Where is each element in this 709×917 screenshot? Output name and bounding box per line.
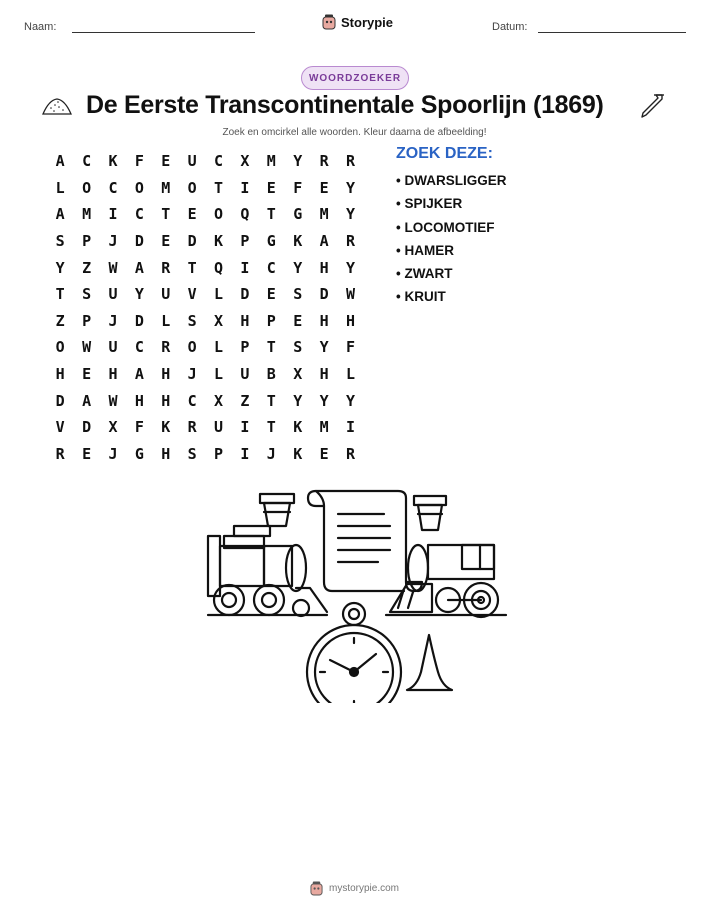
grid-cell[interactable]: S bbox=[187, 444, 197, 463]
grid-cell[interactable]: I bbox=[240, 418, 250, 437]
grid-cell[interactable]: X bbox=[214, 311, 224, 330]
word-list bbox=[396, 172, 506, 312]
grid-cell[interactable]: R bbox=[345, 444, 355, 463]
grid-cell[interactable]: T bbox=[266, 205, 276, 224]
grid-cell[interactable]: Y bbox=[319, 391, 329, 410]
locomotive-left bbox=[208, 494, 327, 616]
grid-cell[interactable]: F bbox=[345, 338, 355, 357]
grid-cell[interactable]: J bbox=[266, 444, 276, 463]
grid-cell[interactable]: J bbox=[108, 444, 118, 463]
grid-cell[interactable]: P bbox=[82, 232, 92, 251]
word-item: • DWARSLIGGER bbox=[396, 173, 507, 188]
worksheet-type-badge: WOORDZOEKER bbox=[301, 66, 409, 90]
grid-cell[interactable]: E bbox=[266, 285, 276, 304]
grid-cell[interactable]: E bbox=[319, 178, 329, 197]
grid-cell[interactable]: L bbox=[214, 285, 224, 304]
grid-cell[interactable]: A bbox=[319, 232, 329, 251]
grid-cell[interactable]: C bbox=[187, 391, 197, 410]
grid-cell[interactable]: G bbox=[293, 205, 303, 224]
grid-cell[interactable]: S bbox=[293, 285, 303, 304]
grid-cell[interactable]: K bbox=[293, 418, 303, 437]
grid-cell[interactable]: R bbox=[161, 258, 171, 277]
grid-cell[interactable]: Y bbox=[293, 391, 303, 410]
grid-cell[interactable]: L bbox=[161, 311, 171, 330]
grid-cell[interactable]: C bbox=[134, 338, 144, 357]
word-item: • KRUIT bbox=[396, 289, 446, 305]
grid-cell[interactable]: E bbox=[187, 205, 197, 224]
grid-cell[interactable]: R bbox=[187, 418, 197, 437]
grid-cell[interactable]: T bbox=[55, 285, 65, 304]
grid-cell[interactable]: Q bbox=[214, 258, 224, 277]
grid-cell[interactable]: X bbox=[293, 365, 303, 384]
grid-cell[interactable]: U bbox=[187, 152, 197, 171]
grid-cell[interactable]: R bbox=[55, 444, 65, 463]
grid-cell[interactable]: D bbox=[82, 418, 92, 437]
grid-cell[interactable]: G bbox=[134, 444, 144, 463]
grid-cell[interactable]: O bbox=[187, 178, 197, 197]
grid-cell[interactable]: E bbox=[82, 444, 92, 463]
grid-cell[interactable]: I bbox=[345, 418, 355, 437]
grid-cell[interactable]: J bbox=[108, 311, 118, 330]
grid-cell[interactable]: A bbox=[134, 258, 144, 277]
grid-cell[interactable]: P bbox=[82, 311, 92, 330]
grid-cell[interactable]: C bbox=[266, 258, 276, 277]
grid-cell[interactable]: T bbox=[187, 258, 197, 277]
grid-cell[interactable]: C bbox=[214, 152, 224, 171]
grid-cell[interactable]: L bbox=[345, 365, 355, 384]
grid-cell[interactable]: H bbox=[134, 391, 144, 410]
grid-cell[interactable]: Y bbox=[345, 205, 355, 224]
grid-cell[interactable]: R bbox=[161, 338, 171, 357]
word-item: • HAMER bbox=[396, 242, 454, 258]
grid-cell[interactable]: T bbox=[266, 391, 276, 410]
brand-name: Storypie bbox=[341, 14, 394, 30]
brand-logo bbox=[322, 14, 393, 30]
grid-cell[interactable]: T bbox=[214, 178, 224, 197]
date-line[interactable] bbox=[538, 32, 686, 33]
storypie-logo-icon bbox=[322, 14, 336, 30]
grid-cell[interactable]: O bbox=[55, 338, 65, 357]
grid-cell[interactable]: Y bbox=[345, 258, 355, 277]
grid-cell[interactable]: U bbox=[108, 285, 118, 304]
grid-cell[interactable]: D bbox=[134, 311, 144, 330]
grid-cell[interactable]: I bbox=[240, 444, 250, 463]
grid-cell[interactable]: K bbox=[293, 444, 303, 463]
grid-cell[interactable]: X bbox=[214, 391, 224, 410]
grid-cell[interactable]: Y bbox=[55, 258, 65, 277]
grid-cell[interactable]: K bbox=[108, 152, 118, 171]
grid-cell[interactable]: K bbox=[161, 418, 171, 437]
grid-cell[interactable]: V bbox=[187, 285, 197, 304]
word-item: • SPIJKER bbox=[396, 196, 463, 212]
grid-cell[interactable]: O bbox=[82, 178, 92, 197]
word-item: • ZWART bbox=[396, 266, 453, 282]
grid-cell[interactable]: S bbox=[293, 338, 303, 357]
grid-cell[interactable]: E bbox=[161, 232, 171, 251]
grid-cell[interactable]: I bbox=[240, 258, 250, 277]
coloring-illustration[interactable] bbox=[200, 488, 515, 703]
grid-cell[interactable]: O bbox=[187, 338, 197, 357]
grid-cell[interactable]: L bbox=[214, 338, 224, 357]
grid-cell[interactable]: W bbox=[108, 258, 118, 277]
grid-cell[interactable]: A bbox=[55, 152, 65, 171]
grid-cell[interactable]: M bbox=[161, 178, 171, 197]
grid-cell[interactable]: K bbox=[214, 232, 224, 251]
word-item: • LOCOMOTIEF bbox=[396, 219, 495, 235]
grid-cell[interactable]: E bbox=[319, 444, 329, 463]
gravel-pile-icon bbox=[41, 96, 73, 116]
grid-cell[interactable]: Y bbox=[134, 285, 144, 304]
word-search-grid[interactable] bbox=[47, 148, 364, 467]
grid-cell[interactable]: H bbox=[319, 311, 329, 330]
grid-cell[interactable]: D bbox=[240, 285, 250, 304]
date-label: Datum: bbox=[492, 21, 528, 33]
black-powder-pile bbox=[407, 635, 452, 690]
grid-cell[interactable]: H bbox=[319, 365, 329, 384]
grid-cell[interactable]: H bbox=[108, 365, 118, 384]
grid-cell[interactable]: L bbox=[214, 365, 224, 384]
locomotive-right bbox=[386, 496, 506, 617]
grid-cell[interactable]: E bbox=[82, 365, 92, 384]
grid-cell[interactable]: S bbox=[55, 232, 65, 251]
grid-cell[interactable]: E bbox=[266, 178, 276, 197]
grid-cell[interactable]: F bbox=[293, 178, 303, 197]
pocket-watch bbox=[307, 603, 401, 703]
grid-cell[interactable]: H bbox=[345, 311, 355, 330]
grid-cell[interactable]: M bbox=[82, 205, 92, 224]
grid-cell[interactable]: H bbox=[161, 391, 171, 410]
grid-cell[interactable]: I bbox=[240, 178, 250, 197]
grid-cell[interactable]: X bbox=[108, 418, 118, 437]
grid-cell[interactable]: C bbox=[82, 152, 92, 171]
grid-cell[interactable]: P bbox=[266, 311, 276, 330]
grid-cell[interactable]: M bbox=[319, 418, 329, 437]
name-label: Naam: bbox=[24, 21, 57, 33]
instructions: Zoek en omcirkel alle woorden. Kleur daarna de afbeelding! bbox=[222, 127, 487, 138]
grid-cell[interactable]: C bbox=[134, 205, 144, 224]
grid-cell[interactable]: R bbox=[345, 232, 355, 251]
storypie-logo-icon bbox=[310, 881, 323, 896]
name-line[interactable] bbox=[72, 32, 255, 33]
grid-cell[interactable]: H bbox=[319, 258, 329, 277]
grid-cell[interactable]: W bbox=[345, 285, 355, 304]
grid-cell[interactable]: Y bbox=[345, 391, 355, 410]
grid-cell[interactable]: G bbox=[266, 232, 276, 251]
grid-cell[interactable]: E bbox=[293, 311, 303, 330]
grid-cell[interactable]: A bbox=[82, 391, 92, 410]
grid-cell[interactable]: U bbox=[214, 418, 224, 437]
footer bbox=[0, 881, 709, 896]
railroad-spike-icon bbox=[636, 91, 666, 121]
grid-cell[interactable]: Y bbox=[319, 338, 329, 357]
grid-cell[interactable]: H bbox=[161, 365, 171, 384]
word-list-title: ZOEK DEZE: bbox=[396, 145, 493, 162]
grid-cell[interactable]: P bbox=[240, 232, 250, 251]
grid-cell[interactable]: J bbox=[108, 232, 118, 251]
grid-cell[interactable]: W bbox=[82, 338, 92, 357]
grid-cell[interactable]: P bbox=[214, 444, 224, 463]
grid-cell[interactable]: R bbox=[319, 152, 329, 171]
grid-cell[interactable]: K bbox=[293, 232, 303, 251]
grid-cell[interactable]: E bbox=[161, 152, 171, 171]
grid-cell[interactable]: O bbox=[214, 205, 224, 224]
grid-cell[interactable]: Y bbox=[345, 178, 355, 197]
grid-cell[interactable]: F bbox=[134, 152, 144, 171]
grid-cell[interactable]: F bbox=[134, 418, 144, 437]
grid-cell[interactable]: L bbox=[55, 178, 65, 197]
page-title: De Eerste Transcontinentale Spoorlijn (1869) bbox=[86, 91, 604, 119]
grid-cell[interactable]: W bbox=[108, 391, 118, 410]
grid-cell[interactable]: P bbox=[240, 338, 250, 357]
grid-cell[interactable]: Y bbox=[293, 258, 303, 277]
grid-cell[interactable]: Y bbox=[293, 152, 303, 171]
grid-cell[interactable]: J bbox=[187, 365, 197, 384]
footer-url[interactable]: mystorypie.com bbox=[328, 883, 399, 894]
grid-cell[interactable]: T bbox=[266, 338, 276, 357]
grid-cell[interactable]: B bbox=[266, 365, 276, 384]
grid-cell[interactable]: A bbox=[134, 365, 144, 384]
grid-cell[interactable]: Z bbox=[55, 311, 65, 330]
grid-cell[interactable]: M bbox=[266, 152, 276, 171]
grid-cell[interactable]: D bbox=[319, 285, 329, 304]
grid-cell[interactable]: A bbox=[55, 205, 65, 224]
grid-cell[interactable]: C bbox=[108, 178, 118, 197]
grid-cell[interactable]: Q bbox=[240, 205, 250, 224]
grid-cell[interactable]: R bbox=[345, 152, 355, 171]
grid-cell[interactable]: H bbox=[161, 444, 171, 463]
grid-cell[interactable]: U bbox=[108, 338, 118, 357]
grid-cell[interactable]: I bbox=[108, 205, 118, 224]
grid-cell[interactable]: D bbox=[187, 232, 197, 251]
grid-cell[interactable]: U bbox=[240, 365, 250, 384]
grid-cell[interactable]: S bbox=[187, 311, 197, 330]
grid-cell[interactable]: V bbox=[55, 418, 65, 437]
grid-cell[interactable]: X bbox=[240, 152, 250, 171]
grid-cell[interactable]: H bbox=[55, 365, 65, 384]
grid-cell[interactable]: T bbox=[161, 205, 171, 224]
grid-cell[interactable]: U bbox=[161, 285, 171, 304]
grid-cell[interactable]: Z bbox=[240, 391, 250, 410]
grid-cell[interactable]: T bbox=[266, 418, 276, 437]
grid-cell[interactable]: D bbox=[134, 232, 144, 251]
grid-cell[interactable]: Z bbox=[82, 258, 92, 277]
grid-cell[interactable]: S bbox=[82, 285, 92, 304]
grid-cell[interactable]: O bbox=[134, 178, 144, 197]
grid-cell[interactable]: D bbox=[55, 391, 65, 410]
grid-cell[interactable]: M bbox=[319, 205, 329, 224]
scroll bbox=[308, 491, 422, 591]
grid-cell[interactable]: H bbox=[240, 311, 250, 330]
